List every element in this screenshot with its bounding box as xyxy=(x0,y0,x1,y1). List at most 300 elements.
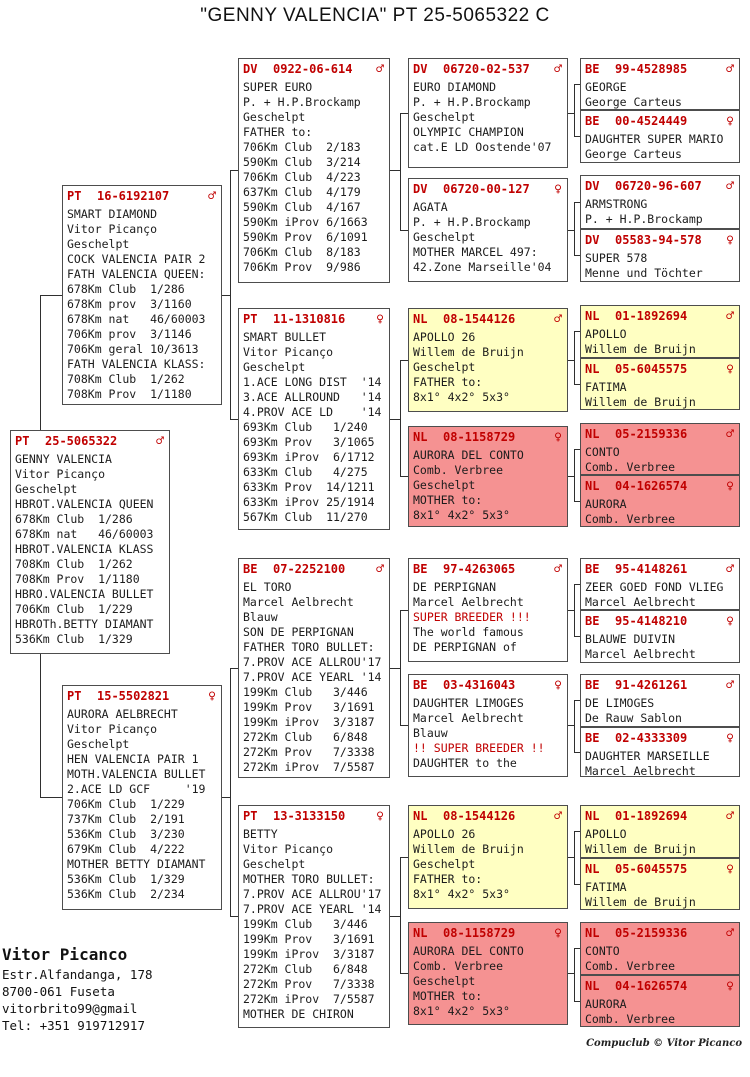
pedigree-line: !! SUPER BREEDER !! xyxy=(413,741,545,755)
pedigree-line: 8x1° 4x2° 5x3° xyxy=(413,508,510,522)
ring-header xyxy=(585,232,735,249)
pedigree-line: HBROTh.BETTY DIAMANT xyxy=(15,617,154,631)
pedigree-box-ddd xyxy=(408,922,568,1025)
pedigree-line: AURORA xyxy=(585,997,627,1011)
ring-header xyxy=(413,61,563,78)
male-icon: ♂ xyxy=(726,809,734,824)
pedigree-line: MOTHER TORO BULLET: xyxy=(243,872,375,886)
female-icon: ♀ xyxy=(376,809,384,824)
ring-number: 11-1310816 xyxy=(273,312,346,326)
ring-number: 99-4528985 xyxy=(615,62,688,76)
pedigree-line: 8x1° 4x2° 5x3° xyxy=(413,887,510,901)
pedigree-box-p8b xyxy=(580,975,740,1027)
pedigree-line: P. + H.P.Brockamp xyxy=(413,215,531,229)
male-icon: ♂ xyxy=(554,62,562,77)
pedigree-line: Willem de Bruijn xyxy=(585,395,696,409)
female-icon: ♀ xyxy=(726,362,734,377)
country-code: DV xyxy=(243,62,258,76)
pedigree-box-dsd xyxy=(408,674,568,777)
ring-number: 16-6192107 xyxy=(97,189,170,203)
connector-line xyxy=(574,449,575,501)
pedigree-line: 633Km Prov 14/1211 xyxy=(243,480,375,494)
pedigree-line: Comb. Verbree xyxy=(585,460,676,474)
connector-line xyxy=(230,419,238,420)
pedigree-line: P. + H.P.Brockamp xyxy=(585,212,703,226)
pedigree-line: 272Km Prov 7/3338 xyxy=(243,745,375,759)
pedigree-line: Geschelpt xyxy=(67,737,130,751)
connector-line xyxy=(400,360,401,476)
pedigree-box-sss xyxy=(408,58,568,168)
country-code: BE xyxy=(585,62,600,76)
pedigree-box-ssd xyxy=(408,178,568,282)
pedigree-line: AGATA xyxy=(413,200,448,214)
pedigree-line: George Carteus xyxy=(585,95,682,109)
ring-header xyxy=(585,178,735,195)
pedigree-line: Willem de Bruijn xyxy=(413,842,524,856)
country-code: NL xyxy=(413,809,428,823)
pedigree-line: SON DE PERPIGNAN xyxy=(243,625,354,639)
male-icon: ♂ xyxy=(156,434,164,449)
country-code: NL xyxy=(413,312,428,326)
connector-line xyxy=(222,797,230,798)
ring-number: 05-6045575 xyxy=(615,362,688,376)
pedigree-box-dss xyxy=(408,558,568,662)
pedigree-line: 199Km Prov 3/1691 xyxy=(243,932,375,946)
male-icon: ♂ xyxy=(376,562,384,577)
ring-number: 06720-00-127 xyxy=(443,182,530,196)
pedigree-line: AURORA DEL CONTO xyxy=(413,448,524,462)
ring-header xyxy=(585,925,735,942)
pedigree-line: 7.PROV ACE YEARL '14 xyxy=(243,670,382,684)
connector-line xyxy=(400,857,408,858)
pedigree-line: 679Km Club 4/222 xyxy=(67,842,185,856)
pedigree-line: 272Km iProv 7/5587 xyxy=(243,992,375,1006)
country-code: NL xyxy=(585,926,600,940)
female-icon: ♀ xyxy=(726,979,734,994)
connector-line xyxy=(390,668,400,669)
pedigree-line: 536Km Club 1/329 xyxy=(67,872,185,886)
pedigree-line: DE PERPIGNAN xyxy=(413,580,497,594)
pedigree-line: SMART BULLET xyxy=(243,330,327,344)
connector-line xyxy=(574,948,575,1001)
pedigree-line: MOTHER to: xyxy=(413,493,483,507)
pedigree-line: Blauw xyxy=(413,726,448,740)
pedigree-box-p4a xyxy=(580,423,740,475)
pedigree-line: Geschelpt xyxy=(243,360,306,374)
pedigree-line: 7.PROV ACE ALLROU'17 xyxy=(243,887,382,901)
pedigree-line: 706Km Club 2/183 xyxy=(243,140,361,154)
pedigree-line: 199Km Club 3/446 xyxy=(243,685,368,699)
connector-line xyxy=(222,295,230,296)
pedigree-line: SMART DIAMOND xyxy=(67,207,158,221)
ring-header xyxy=(585,613,735,630)
pedigree-line: 737Km Club 2/191 xyxy=(67,812,185,826)
pedigree-line: EL TORO xyxy=(243,580,292,594)
pedigree-line: Marcel Aelbrecht xyxy=(585,647,696,661)
ring-number: 95-4148210 xyxy=(615,614,688,628)
pedigree-line: Vitor Picanço xyxy=(243,345,334,359)
pedigree-box-p6a xyxy=(580,674,740,727)
connector-line xyxy=(40,797,62,798)
owner-city: 8700-061 Fuseta xyxy=(2,984,115,999)
pedigree-line: 633Km iProv 25/1914 xyxy=(243,495,375,509)
pedigree-line: 678Km nat 46/60003 xyxy=(15,527,154,541)
male-icon: ♂ xyxy=(376,62,384,77)
ring-number: 95-4148261 xyxy=(615,562,688,576)
ring-header xyxy=(243,808,385,825)
pedigree-line: EURO DIAMOND xyxy=(413,80,497,94)
ring-number: 07-2252100 xyxy=(273,562,346,576)
pedigree-line: GENNY VALENCIA xyxy=(15,452,112,466)
ring-number: 08-1158729 xyxy=(443,430,516,444)
ring-header xyxy=(413,677,563,694)
pedigree-line: 199Km Club 3/446 xyxy=(243,917,368,931)
ring-header xyxy=(585,308,735,325)
pedigree-line: 272Km Club 6/848 xyxy=(243,962,368,976)
pedigree-box-dd xyxy=(238,805,390,1028)
connector-line xyxy=(390,916,400,917)
connector-line xyxy=(230,170,231,419)
pedigree-box-sdd xyxy=(408,426,568,527)
ring-number: 06720-02-537 xyxy=(443,62,530,76)
connector-line xyxy=(400,113,401,230)
ring-number: 05-2159336 xyxy=(615,926,688,940)
owner-phone: Tel: +351 919712917 xyxy=(2,1018,145,1033)
ring-header xyxy=(67,188,217,205)
female-icon: ♀ xyxy=(726,862,734,877)
ring-header xyxy=(585,426,735,443)
connector-line xyxy=(400,610,401,725)
pedigree-box-sire xyxy=(62,185,222,405)
pedigree-line: HBROT.VALENCIA KLASS xyxy=(15,542,154,556)
pedigree-line: Comb. Verbree xyxy=(413,463,504,477)
pedigree-line: 2.ACE LD GCF '19 xyxy=(67,782,206,796)
country-code: NL xyxy=(585,979,600,993)
pedigree-line: ARMSTRONG xyxy=(585,197,648,211)
ring-header xyxy=(585,730,735,747)
pedigree-line: Geschelpt xyxy=(413,478,476,492)
pedigree-line: DE LIMOGES xyxy=(585,696,655,710)
owner-block xyxy=(2,944,153,1034)
country-code: DV xyxy=(413,182,428,196)
pedigree-line: 633Km Club 4/275 xyxy=(243,465,368,479)
pedigree-line: Blauw xyxy=(243,610,278,624)
pedigree-line: Willem de Bruijn xyxy=(585,895,696,909)
pedigree-line: 637Km Club 4/179 xyxy=(243,185,361,199)
pedigree-line: 708Km Prov 1/1180 xyxy=(67,387,192,401)
connector-line xyxy=(400,725,408,726)
pedigree-box-p3b xyxy=(580,358,740,410)
pedigree-line: Vitor Picanço xyxy=(15,467,106,481)
pedigree-line: 7.PROV ACE ALLROU'17 xyxy=(243,655,382,669)
pedigree-box-p2b xyxy=(580,229,740,282)
pedigree-line: APOLLO 26 xyxy=(413,827,476,841)
connector-line xyxy=(40,295,41,430)
pedigree-line: Comb. Verbree xyxy=(413,959,504,973)
pedigree-box-p7b xyxy=(580,858,740,910)
owner-name: Vitor Picanco xyxy=(2,945,128,964)
ring-header xyxy=(413,561,563,578)
ring-number: 03-4316043 xyxy=(443,678,516,692)
pedigree-line: 567Km Club 11/270 xyxy=(243,510,368,524)
pedigree-line: HBRO.VALENCIA BULLET xyxy=(15,587,154,601)
country-code: NL xyxy=(585,362,600,376)
pedigree-line: APOLLO 26 xyxy=(413,330,476,344)
pedigree-line: Geschelpt xyxy=(413,110,476,124)
pedigree-box-dds xyxy=(408,805,568,909)
female-icon: ♀ xyxy=(726,614,734,629)
male-icon: ♂ xyxy=(726,179,734,194)
pedigree-box-ss xyxy=(238,58,390,283)
pedigree-line: Menne und Töchter xyxy=(585,266,703,280)
female-icon: ♀ xyxy=(726,479,734,494)
pedigree-line: 590Km Club 4/167 xyxy=(243,200,361,214)
male-icon: ♂ xyxy=(554,562,562,577)
pedigree-line: P. + H.P.Brockamp xyxy=(413,95,531,109)
pedigree-line: SUPER EURO xyxy=(243,80,313,94)
ring-number: 05-6045575 xyxy=(615,862,688,876)
ring-number: 02-4333309 xyxy=(615,731,688,745)
pedigree-line: cat.E LD Oostende'07 xyxy=(413,140,552,154)
pedigree-line: 8x1° 4x2° 5x3° xyxy=(413,390,510,404)
country-code: NL xyxy=(585,862,600,876)
pedigree-line: APOLLO xyxy=(585,327,627,341)
pedigree-line: 678Km nat 46/60003 xyxy=(67,312,206,326)
pedigree-line: 678Km Club 1/286 xyxy=(67,282,185,296)
pedigree-line: Geschelpt xyxy=(413,857,476,871)
male-icon: ♂ xyxy=(554,312,562,327)
pedigree-line: 199Km iProv 3/3187 xyxy=(243,947,375,961)
ring-header xyxy=(413,429,563,446)
pedigree-box-p1b xyxy=(580,110,740,163)
pedigree-box-sd xyxy=(238,308,390,530)
ring-number: 04-1626574 xyxy=(615,979,688,993)
pedigree-line: Willem de Bruijn xyxy=(585,342,696,356)
pedigree-line: 1.ACE LONG DIST '14 xyxy=(243,375,382,389)
female-icon: ♀ xyxy=(554,430,562,445)
country-code: PT xyxy=(243,312,258,326)
compuclub-credit: Compuclub © Vitor Picanco xyxy=(586,1038,742,1049)
pedigree-line: DE PERPIGNAN of xyxy=(413,640,517,654)
pedigree-line: 706Km Prov 9/986 xyxy=(243,260,361,274)
pedigree-line: AURORA xyxy=(585,497,627,511)
pedigree-line: 693Km Club 1/240 xyxy=(243,420,368,434)
pedigree-box-p8a xyxy=(580,922,740,975)
pedigree-line: Geschelpt xyxy=(67,237,130,251)
pedigree-line: Vitor Picanço xyxy=(243,842,334,856)
pedigree-line: Comb. Verbree xyxy=(585,959,676,973)
ring-header xyxy=(67,688,217,705)
connector-line xyxy=(400,857,401,973)
pedigree-line: 708Km Prov 1/1180 xyxy=(15,572,140,586)
pedigree-box-p5a xyxy=(580,558,740,610)
ring-header xyxy=(413,311,563,328)
pedigree-line: 536Km Club 2/234 xyxy=(67,887,185,901)
pedigree-line: Geschelpt xyxy=(413,360,476,374)
ring-number: 05583-94-578 xyxy=(615,233,702,247)
pedigree-line: COCK VALENCIA PAIR 2 xyxy=(67,252,206,266)
pedigree-line: Marcel Aelbrecht xyxy=(585,595,696,609)
pedigree-line: 706Km Club 1/229 xyxy=(15,602,133,616)
male-icon: ♂ xyxy=(726,562,734,577)
pedigree-line: Comb. Verbree xyxy=(585,512,676,526)
ring-number: 08-1158729 xyxy=(443,926,516,940)
pedigree-line: Vitor Picanço xyxy=(67,722,158,736)
country-code: DV xyxy=(585,179,600,193)
pedigree-line: MOTHER BETTY DIAMANT xyxy=(67,857,206,871)
country-code: DV xyxy=(413,62,428,76)
pedigree-line: BETTY xyxy=(243,827,278,841)
country-code: BE xyxy=(585,614,600,628)
pedigree-line: SUPER BREEDER !!! xyxy=(413,610,531,624)
connector-line xyxy=(40,295,62,296)
male-icon: ♂ xyxy=(726,678,734,693)
female-icon: ♀ xyxy=(726,731,734,746)
pedigree-box-p5b xyxy=(580,610,740,663)
ring-number: 08-1544126 xyxy=(443,809,516,823)
ring-header xyxy=(243,561,385,578)
pedigree-line: SUPER 578 xyxy=(585,251,648,265)
ring-header xyxy=(585,861,735,878)
pedigree-line: AURORA AELBRECHT xyxy=(67,707,178,721)
ring-header xyxy=(413,808,563,825)
pedigree-line: 678Km prov 3/1160 xyxy=(67,297,192,311)
pedigree-line: Marcel Aelbrecht xyxy=(243,595,354,609)
country-code: PT xyxy=(67,689,82,703)
ring-number: 25-5065322 xyxy=(45,434,118,448)
pedigree-line: CONTO xyxy=(585,445,620,459)
pedigree-line: Willem de Bruijn xyxy=(413,345,524,359)
pedigree-line: FATH VALENCIA QUEEN: xyxy=(67,267,206,281)
pedigree-line: MOTH.VALENCIA BULLET xyxy=(67,767,206,781)
ring-header xyxy=(585,361,735,378)
pedigree-line: 272Km iProv 7/5587 xyxy=(243,760,375,774)
pedigree-line: FATHER to: xyxy=(243,125,313,139)
pedigree-line: Marcel Aelbrecht xyxy=(413,595,524,609)
pedigree-line: AURORA DEL CONTO xyxy=(413,944,524,958)
ring-number: 00-4524449 xyxy=(615,114,688,128)
ring-header xyxy=(243,61,385,78)
ring-number: 04-1626574 xyxy=(615,479,688,493)
ring-header xyxy=(413,181,563,198)
connector-line xyxy=(574,700,575,752)
pedigree-line: GEORGE xyxy=(585,80,627,94)
pedigree-line: 7.PROV ACE YEARL '14 xyxy=(243,902,382,916)
pedigree-line: 693Km Prov 3/1065 xyxy=(243,435,375,449)
pedigree-line: 706Km prov 3/1146 xyxy=(67,327,192,341)
ring-header xyxy=(585,808,735,825)
pedigree-line: MOTHER MARCEL 497: xyxy=(413,245,538,259)
connector-line xyxy=(40,654,41,797)
pedigree-line: 536Km Club 1/329 xyxy=(15,632,133,646)
connector-line xyxy=(390,170,400,171)
pedigree-line: Willem de Bruijn xyxy=(585,842,696,856)
connector-line xyxy=(400,230,408,231)
country-code: NL xyxy=(413,430,428,444)
pedigree-line: Comb. Verbree xyxy=(585,1012,676,1026)
pedigree-line: 590Km iProv 6/1663 xyxy=(243,215,368,229)
ring-number: 13-3133150 xyxy=(273,809,346,823)
pedigree-line: 678Km Club 1/286 xyxy=(15,512,133,526)
female-icon: ♀ xyxy=(376,312,384,327)
connector-line xyxy=(574,202,575,255)
pedigree-line: ZEER GOED FOND VLIEG xyxy=(585,580,724,594)
country-code: BE xyxy=(585,562,600,576)
pedigree-line: 272Km Prov 7/3338 xyxy=(243,977,375,991)
connector-line xyxy=(230,668,238,669)
ring-header xyxy=(585,677,735,694)
pedigree-box-p1a xyxy=(580,58,740,110)
pedigree-line: Geschelpt xyxy=(413,230,476,244)
pedigree-line: George Carteus xyxy=(585,147,682,161)
country-code: NL xyxy=(585,479,600,493)
ring-header xyxy=(413,925,563,942)
country-code: BE xyxy=(585,731,600,745)
pedigree-line: De Rauw Sablon xyxy=(585,711,682,725)
connector-line xyxy=(400,360,408,361)
pedigree-line: FATHER to: xyxy=(413,375,483,389)
pedigree-box-p2a xyxy=(580,175,740,229)
country-code: PT xyxy=(67,189,82,203)
connector-line xyxy=(574,584,575,636)
country-code: DV xyxy=(585,233,600,247)
country-code: BE xyxy=(243,562,258,576)
pedigree-line: 536Km Club 3/230 xyxy=(67,827,185,841)
connector-line xyxy=(574,331,575,384)
ring-number: 08-1544126 xyxy=(443,312,516,326)
connector-line xyxy=(574,84,575,136)
pedigree-line: 42.Zone Marseille'04 xyxy=(413,260,552,274)
female-icon: ♀ xyxy=(554,182,562,197)
pedigree-line: 706Km geral 10/3613 xyxy=(67,342,199,356)
pedigree-box-root xyxy=(10,430,170,654)
connector-line xyxy=(230,170,238,171)
pedigree-line: APOLLO xyxy=(585,827,627,841)
pedigree-line: CONTO xyxy=(585,944,620,958)
ring-header xyxy=(585,978,735,995)
pedigree-line: 4.PROV ACE LD '14 xyxy=(243,405,382,419)
country-code: NL xyxy=(585,427,600,441)
pedigree-box-dam xyxy=(62,685,222,910)
pedigree-line: 693Km iProv 6/1712 xyxy=(243,450,375,464)
ring-number: 97-4263065 xyxy=(443,562,516,576)
ring-number: 15-5502821 xyxy=(97,689,170,703)
connector-line xyxy=(400,113,408,114)
pedigree-line: 272Km Club 6/848 xyxy=(243,730,368,744)
pedigree-line: BLAUWE DUIVIN xyxy=(585,632,676,646)
ring-header xyxy=(585,113,735,130)
pedigree-line: MOTHER DE CHIRON xyxy=(243,1007,354,1021)
ring-number: 05-2159336 xyxy=(615,427,688,441)
female-icon: ♀ xyxy=(726,233,734,248)
pedigree-line: Geschelpt xyxy=(243,857,306,871)
country-code: NL xyxy=(585,309,600,323)
pedigree-line: 706Km Club 4/223 xyxy=(243,170,361,184)
pedigree-line: 706Km Club 1/229 xyxy=(67,797,185,811)
ring-number: 01-1892694 xyxy=(615,309,688,323)
pedigree-line: HEN VALENCIA PAIR 1 xyxy=(67,752,199,766)
pedigree-line: 199Km Prov 3/1691 xyxy=(243,700,375,714)
connector-line xyxy=(574,831,575,884)
owner-address: Estr.Alfandanga, 178 xyxy=(2,967,153,982)
ring-header xyxy=(585,561,735,578)
connector-line xyxy=(230,668,231,916)
country-code: BE xyxy=(585,678,600,692)
pedigree-line: FATH VALENCIA KLASS: xyxy=(67,357,206,371)
pedigree-line: 199Km iProv 3/3187 xyxy=(243,715,375,729)
owner-email: vitorbrito99@gmail xyxy=(2,1001,138,1016)
pedigree-line: FATHER TORO BULLET: xyxy=(243,640,375,654)
